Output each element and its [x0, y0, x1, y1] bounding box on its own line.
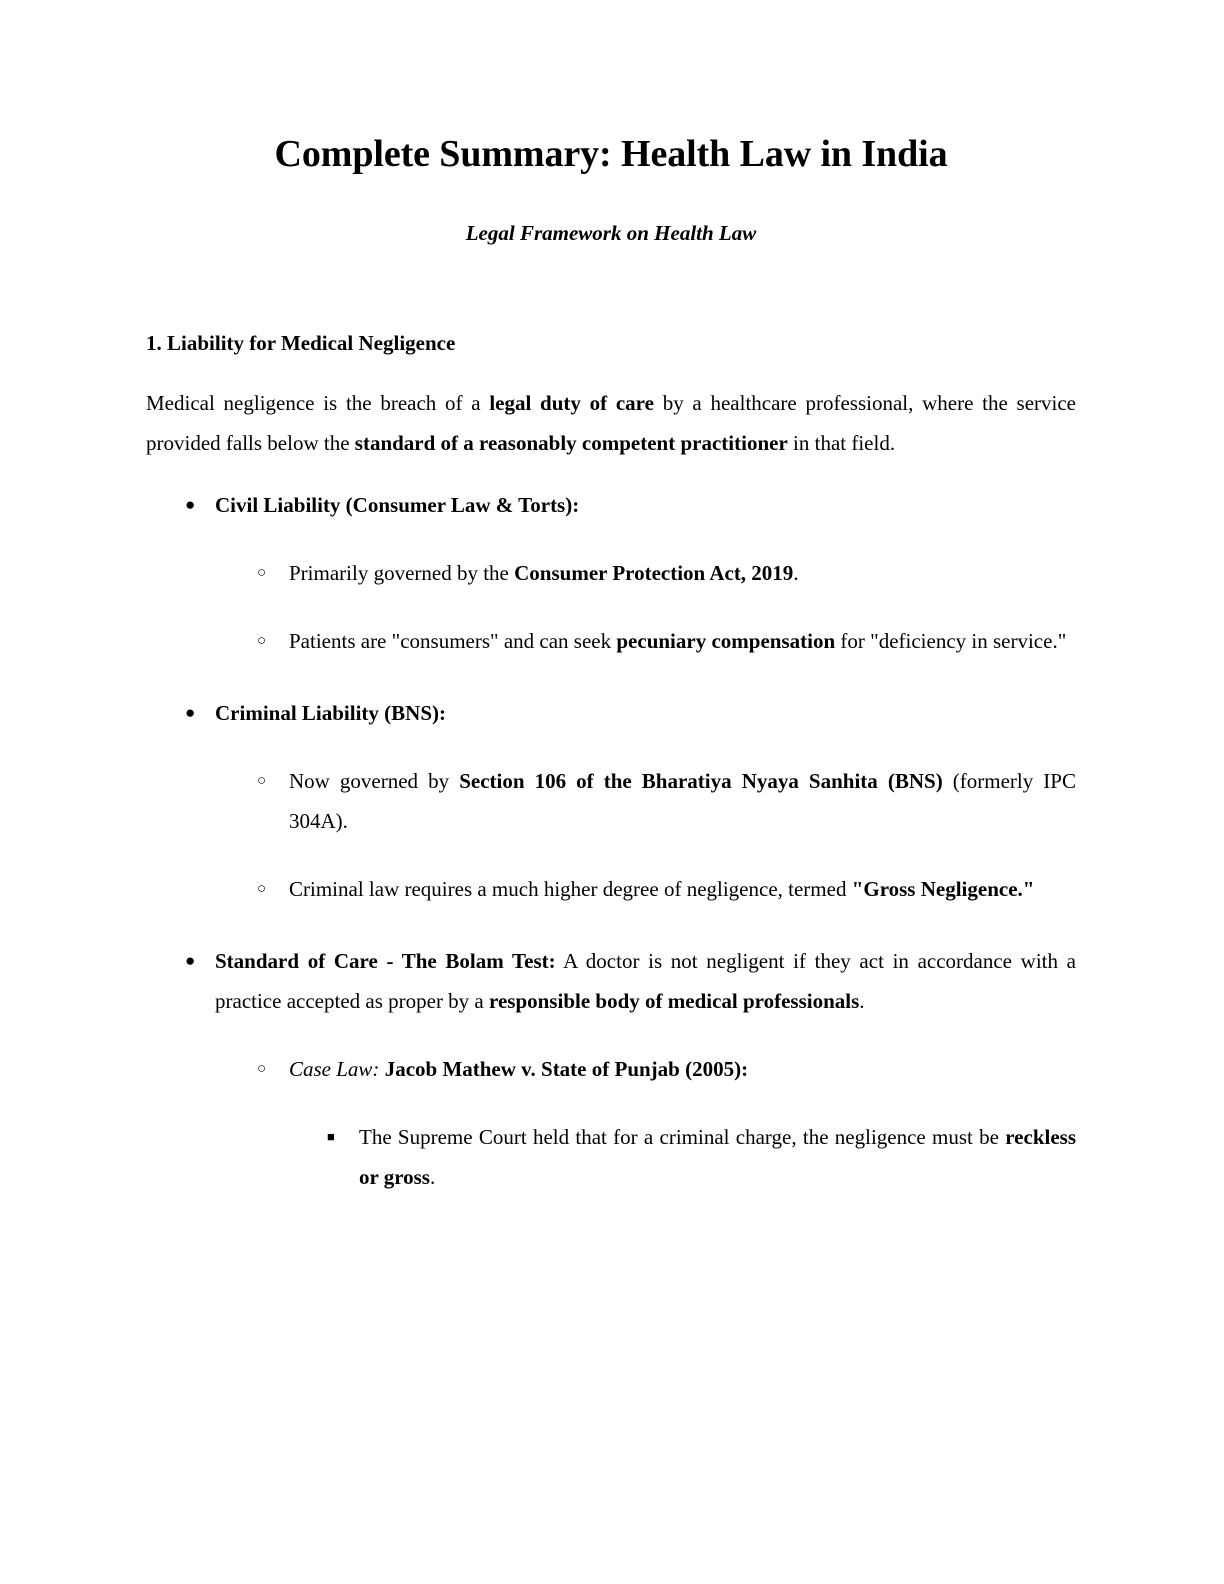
intro-bold-1: legal duty of care: [489, 391, 654, 416]
case-law-bold-label: Jacob Mathew v. State of Punjab (2005):: [379, 1057, 749, 1082]
criminal-sub1-part2: (formerly IPC 304A).: [289, 769, 1076, 834]
bolam-test-text: [215, 941, 1076, 1021]
list-item-case-law: [257, 1049, 1076, 1089]
circle-bullet-icon: ○: [257, 773, 267, 790]
intro-text-2: by a healthcare professional, where the service provided falls below the: [146, 391, 1076, 456]
intro-paragraph: [146, 357, 1076, 463]
criminal-sub2-text: [289, 869, 1076, 909]
intro-text-3: in that field.: [787, 431, 896, 456]
civil-sub1-part1: Primarily governed by the: [289, 561, 515, 586]
list-item: [257, 621, 1076, 661]
civil-liability-label: Civil Liability (Consumer Law & Torts):: [215, 493, 580, 518]
intro-bold-2: standard of a reasonably competent practitioner: [354, 431, 788, 456]
main-bullet-list: [146, 463, 1076, 1197]
criminal-sub2-part1: Criminal law requires a much higher degree of negligence, termed: [289, 877, 852, 902]
intro-text-1: Medical negligence is the breach of a: [146, 391, 490, 416]
criminal-sub1-bold1: Section 106 of the Bharatiya Nyaya Sanhita (BNS): [459, 769, 943, 794]
section-heading-liability: 1. Liability for Medical Negligence: [146, 331, 456, 356]
civil-sub2-part2: for "deficiency in service.": [835, 629, 1067, 654]
circle-bullet-icon: ○: [257, 881, 267, 898]
civil-sub1-bold1: Consumer Protection Act, 2019: [514, 561, 794, 586]
document-title: Complete Summary: Health Law in India: [274, 133, 948, 175]
document-subtitle: Legal Framework on Health Law: [465, 220, 757, 245]
circle-bullet-icon: ○: [257, 565, 267, 582]
list-item: [257, 553, 1076, 593]
bolam-part1: A doctor is not negligent if they act in accordance with a practice accepted as proper by a: [215, 949, 1076, 1014]
civil-sub2-part1: Patients are "consumers" and can seek: [289, 629, 617, 654]
case-law-point-bold1: reckless or gross: [359, 1125, 1076, 1190]
criminal-sub1-part1: Now governed by: [289, 769, 460, 794]
bolam-sublist: [185, 1049, 1076, 1197]
square-bullet-icon: ■: [327, 1129, 335, 1145]
criminal-liability-label: Criminal Liability (BNS):: [215, 701, 447, 726]
civil-liability-sublist: [185, 553, 1076, 661]
criminal-liability-sublist: [185, 761, 1076, 909]
case-law-point-part2: .: [429, 1165, 436, 1190]
case-law-italic-label: Case Law:: [289, 1057, 380, 1082]
case-law-point-text: [359, 1117, 1076, 1197]
civil-sub1-text: [289, 553, 1076, 593]
bolam-bold1: responsible body of medical professionals: [489, 989, 860, 1014]
circle-bullet-icon: ○: [257, 1061, 267, 1078]
case-law-sublist: [257, 1117, 1076, 1197]
disc-bullet-icon: ●: [185, 951, 196, 971]
disc-bullet-icon: ●: [185, 495, 196, 515]
case-law-text: [289, 1049, 1076, 1089]
list-item: [257, 869, 1076, 909]
case-law-point-part1: The Supreme Court held that for a criminal charge, the negligence must be: [359, 1125, 1006, 1150]
list-item-bolam-test: [185, 941, 1076, 1021]
bolam-part2: .: [859, 989, 865, 1014]
circle-bullet-icon: ○: [257, 633, 267, 650]
list-item-criminal-liability: [185, 693, 1076, 733]
civil-sub2-text: [289, 621, 1076, 661]
list-item-civil-liability: [185, 485, 1076, 525]
criminal-sub1-text: [289, 761, 1076, 841]
criminal-sub2-bold1: "Gross Negligence.": [851, 877, 1035, 902]
disc-bullet-icon: ●: [185, 703, 196, 723]
civil-sub1-part2: .: [793, 561, 799, 586]
bolam-bold-label: Standard of Care - The Bolam Test:: [215, 949, 556, 974]
list-item: [327, 1117, 1076, 1197]
civil-sub2-bold1: pecuniary compensation: [616, 629, 836, 654]
list-item: [257, 761, 1076, 841]
